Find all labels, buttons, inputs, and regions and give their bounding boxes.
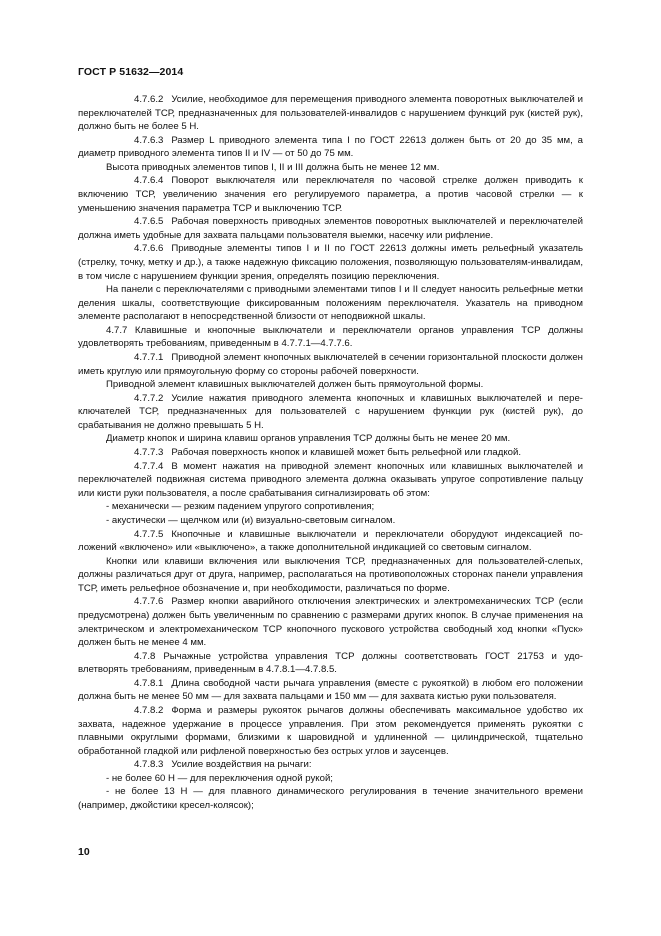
paragraph-text: Рабочая поверхность приводных элементов поворотных выключателей и переключателей должна иметь удобные для захвата пальцами пользователя выемки, насечку или рифление.	[78, 216, 583, 241]
paragraph	[78, 432, 583, 446]
paragraph	[78, 242, 583, 283]
clause-number: 4.7.6.6	[134, 243, 164, 255]
paragraph-text: Диаметр кнопок и ширина клавиш органов управления ТСР должны быть не менее 20 мм.	[106, 433, 511, 445]
paragraph	[78, 500, 583, 514]
clause-number: 4.7.7.6	[134, 596, 164, 608]
clause-number: 4.7.6.2	[134, 94, 164, 105]
paragraph-text: Форма и размеры рукояток рычагов должны обеспечивать максимальное удобство их захвата, надежное удержание в процессе управления. При этом рекомендуется применять рукоятки с плавными округлыми формами, близкими к шаровидной и удлиненной — цилиндрической, тщательно обработанной гладкой или рифленой поверхностью без острых углов и заусенцев.	[78, 705, 583, 757]
paragraph-text: Размер L приводного элемента типа I по ГОСТ 22613 должен быть от 20 до 35 мм, а диаметр приводного элемента типов II и IV — от 50 до 75 мм.	[78, 134, 583, 160]
paragraph	[78, 446, 583, 460]
clause-number: 4.7.8.1	[134, 677, 164, 689]
paragraph	[78, 392, 583, 433]
paragraph-text: Кнопки или клавиши включения или выключения ТСР, предназначенных для пользователей-слепых, должны различаться друг от друга, например, располагаться на противоположных сторонах панели управления ТСР, иметь рельефное обозначение и, при необходимости, различаться по форме.	[78, 555, 583, 594]
paragraph	[78, 351, 583, 378]
paragraph-text: Высота приводных элементов типов I, II и III должна быть не менее 12 мм.	[106, 161, 440, 173]
clause-number: 4.7.6.3	[134, 134, 164, 146]
paragraph	[78, 378, 583, 392]
paragraph-text: Усилие нажатия приводного элемента кнопочных и клавишных выключателей и переключателей ТСР, предназначенных для пользователей с нарушением функции рук (кистей рук), до срабатывания не должно превышать 5 Н.	[78, 392, 583, 431]
paragraph	[78, 93, 583, 134]
paragraph-text: Длина свободной части рычага управления (вместе с рукояткой) в любом его положении должна быть не менее 50 мм — для захвата пальцами и 150 мм — для захвата кистью руки пользователя.	[78, 677, 583, 703]
paragraph	[78, 785, 583, 812]
paragraph-text: Рычажные устройства управления ТСР должны соответствовать ГОСТ 21753 и удовлетворять требованиям, приведенным в 4.7.8.1—4.7.8.5.	[78, 650, 583, 676]
document-header: ГОСТ Р 51632—2014	[78, 66, 184, 78]
paragraph	[78, 704, 583, 758]
paragraph	[78, 283, 583, 324]
paragraph	[78, 758, 583, 772]
clause-number: 4.7.6.4	[134, 175, 164, 187]
paragraph	[78, 514, 583, 528]
paragraph-text: Усилие, необходимое для перемещения приводного элемента поворотных выключателей и переключателей ТСР, предназначенных для пользователей-инвалидов с нарушением функций рук (кистей рук), должно быть не более 5 Н.	[78, 94, 583, 133]
clause-number: 4.7.7.2	[134, 392, 164, 404]
paragraph-text: Размер кнопки аварийного отключения электрических и электромеханических ТСР (если предусмотрена) должен быть увеличенным по сравнению с размерами других кнопок. В случае применения на электрическом и электромеханическом ТСР кнопочного пускового устройства свободный ход кнопки «Пуск» должен быть не менее 4 мм.	[78, 596, 583, 649]
paragraph	[78, 650, 583, 677]
paragraph	[78, 161, 583, 175]
paragraph	[78, 460, 583, 501]
clause-number: 4.7.6.5	[134, 216, 164, 228]
paragraph	[78, 555, 583, 596]
paragraph-text: Усилие воздействия на рычаги:	[171, 759, 312, 771]
paragraph	[78, 215, 583, 242]
paragraph	[78, 677, 583, 704]
clause-number: 4.7.7.5	[134, 528, 164, 540]
paragraph-text: Рабочая поверхность кнопок и клавишей может быть рельефной или гладкой.	[171, 447, 522, 459]
paragraph-text: Приводные элементы типов I и II по ГОСТ 22613 должны иметь рельефный указатель (стрелку, точку, метку и др.), а также надежную фиксацию положения, позволяющую пользователям-инвалидам, в том числе с нарушением функции зрения, определять позицию переключения.	[78, 243, 583, 282]
paragraph	[78, 772, 583, 786]
clause-number: 4.7.7.3	[134, 447, 164, 459]
clause-number: 4.7.7.1	[134, 351, 164, 363]
paragraph-text: - механически — резким падением упругого сопротивления;	[106, 501, 375, 513]
paragraph	[78, 528, 583, 555]
paragraph-text: - не более 60 Н — для переключения одной рукой;	[106, 772, 333, 784]
clause-number: 4.7.8	[134, 650, 156, 662]
paragraph-text: Приводной элемент кнопочных выключателей в сечении горизонтальной плоскости должен иметь круглую или прямоугольную форму со стороны рабочей поверхности.	[78, 351, 583, 377]
clause-number: 4.7.8.3	[134, 759, 164, 771]
paragraph	[78, 134, 583, 161]
clause-number: 4.7.8.2	[134, 705, 164, 717]
document-body	[78, 93, 583, 813]
paragraph-text: Кнопочные и клавишные выключатели и переключатели оборудуют индексацией положений «включено» или «выключено», а также дополнительной индикацией со световым сигналом.	[78, 528, 583, 554]
paragraph	[78, 595, 583, 649]
paragraph-text: - акустически — щелчком или (и) визуально-световым сигналом.	[106, 514, 396, 526]
paragraph-text: 4.7.7 Клавишные и кнопочные выключатели и переключатели органов управления ТСР должны удовлетворять требованиям, приведенным в 4.7.7.1—4.7.7.6.	[78, 324, 583, 350]
paragraph-text: Приводной элемент клавишных выключателей должен быть прямоугольной формы.	[106, 379, 484, 391]
paragraph-text: Поворот выключателя или переключателя по часовой стрелке должен приводить к включению ТСР, увеличению значения его регулируемого параметра, а против часовой стрелки — к уменьшению значения параметра ТСР и выключению ТСР.	[78, 175, 583, 214]
paragraph-text: В момент нажатия на приводной элемент кнопочных или клавишных выключателей и переключателей подвижная система приводного элемента должна оказывать упругое сопротивление пальцу или кисти руки пользователя, а после срабатывания сигнализировать об этом:	[78, 460, 583, 499]
clause-number: 4.7.7.4	[134, 460, 164, 472]
paragraph	[78, 174, 583, 215]
paragraph	[78, 324, 583, 351]
page-number: 10	[78, 846, 90, 858]
paragraph-text: На панели с переключателями с приводными элементами типов I и II следует наносить рельефные метки деления шкалы, соответствующие фиксированным положениям переключателя. Указатель на приводном элементе располагают в непосредственной близости от неподвижной шкалы.	[78, 284, 583, 323]
paragraph-text: - не более 13 Н — для плавного динамического регулирования в течение значительного времени (например, джойстики кресел-колясок);	[78, 786, 583, 812]
